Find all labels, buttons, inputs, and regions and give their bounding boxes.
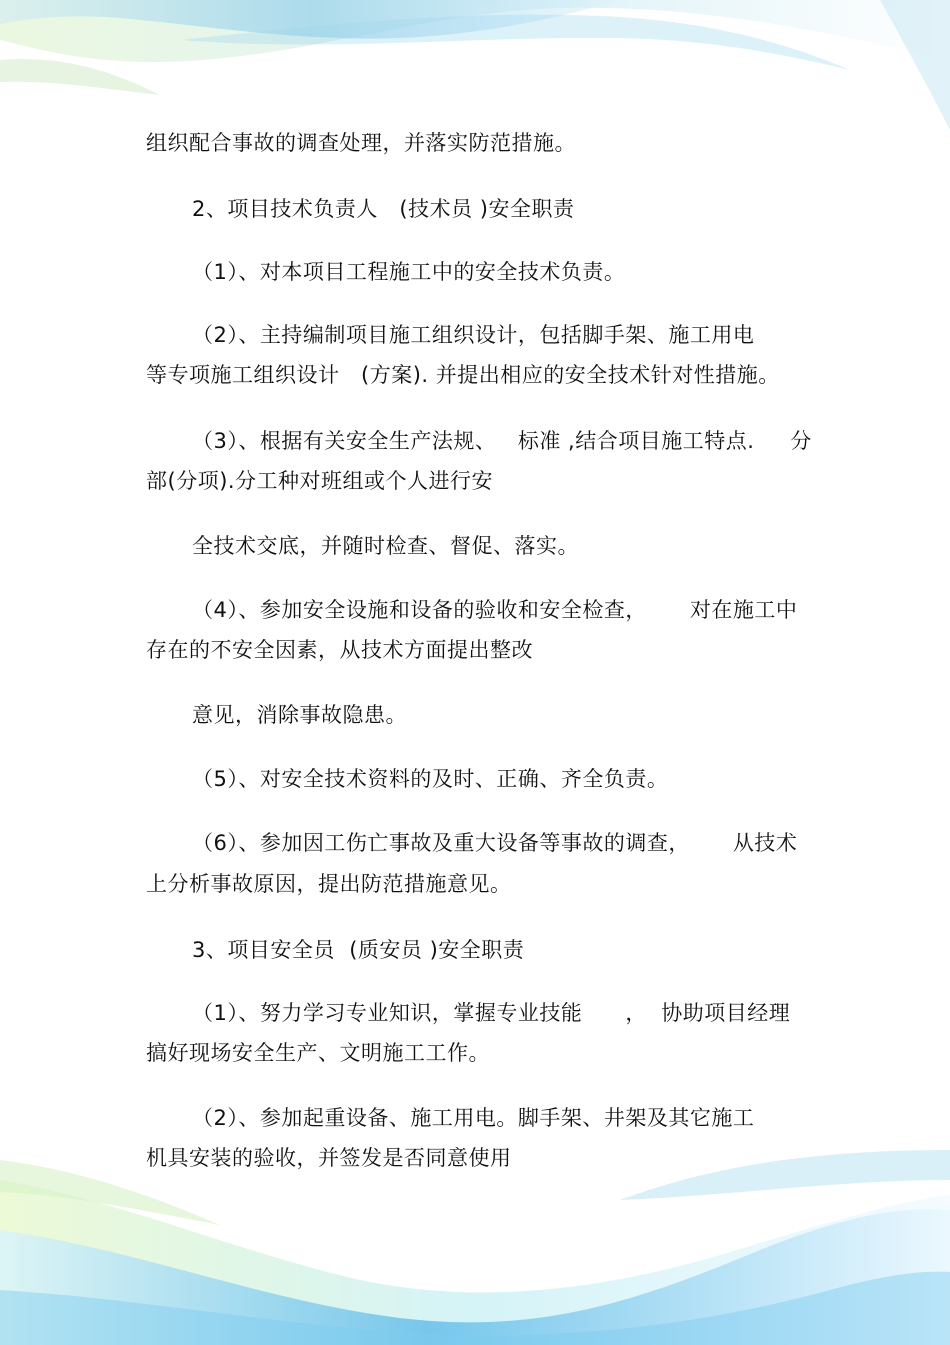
text-line: 组织配合事故的调查处理，并落实防范措施。 xyxy=(146,131,576,155)
text-line: （3）、根据有关安全生产法规、 标准 ,结合项目施工特点. 分 xyxy=(192,429,812,453)
text-line: （6）、参加因工伤亡事故及重大设备等事故的调查， 从技术 xyxy=(192,831,798,855)
text-line: 等专项施工组织设计 (方案). 并提出相应的安全技术针对性措施。 xyxy=(146,363,780,387)
text-line: （5）、对安全技术资料的及时、正确、齐全负责。 xyxy=(192,767,669,791)
text-line: 部(分项).分工种对班组或个人进行安 xyxy=(146,469,494,493)
text-line: （1）、努力学习专业知识，掌握专业技能 ， 协助项目经理 xyxy=(192,1001,791,1025)
text-line: （1）、对本项目工程施工中的安全技术负责。 xyxy=(192,260,626,284)
section-heading: 2、项目技术负责人 (技术员 )安全职责 xyxy=(192,197,575,221)
text-line: 上分析事故原因，提出防范措施意见。 xyxy=(146,872,512,896)
text-line: 机具安装的验收，并签发是否同意使用 xyxy=(146,1146,512,1170)
text-line: 全技术交底，并随时检查、督促、落实。 xyxy=(192,534,579,558)
text-line: （4）、参加安全设施和设备的验收和安全检查， 对在施工中 xyxy=(192,598,798,622)
text-line: 存在的不安全因素，从技术方面提出整改 xyxy=(146,638,533,662)
text-line: 搞好现场安全生产、文明施工工作。 xyxy=(146,1041,490,1065)
section-heading: 3、项目安全员 (质安员 )安全职责 xyxy=(192,938,525,962)
text-line: （2）、主持编制项目施工组织设计，包括脚手架、施工用电 xyxy=(192,323,755,347)
text-line: （2）、参加起重设备、施工用电。脚手架、井架及其它施工 xyxy=(192,1106,755,1130)
text-line: 意见，消除事故隐患。 xyxy=(192,703,407,727)
